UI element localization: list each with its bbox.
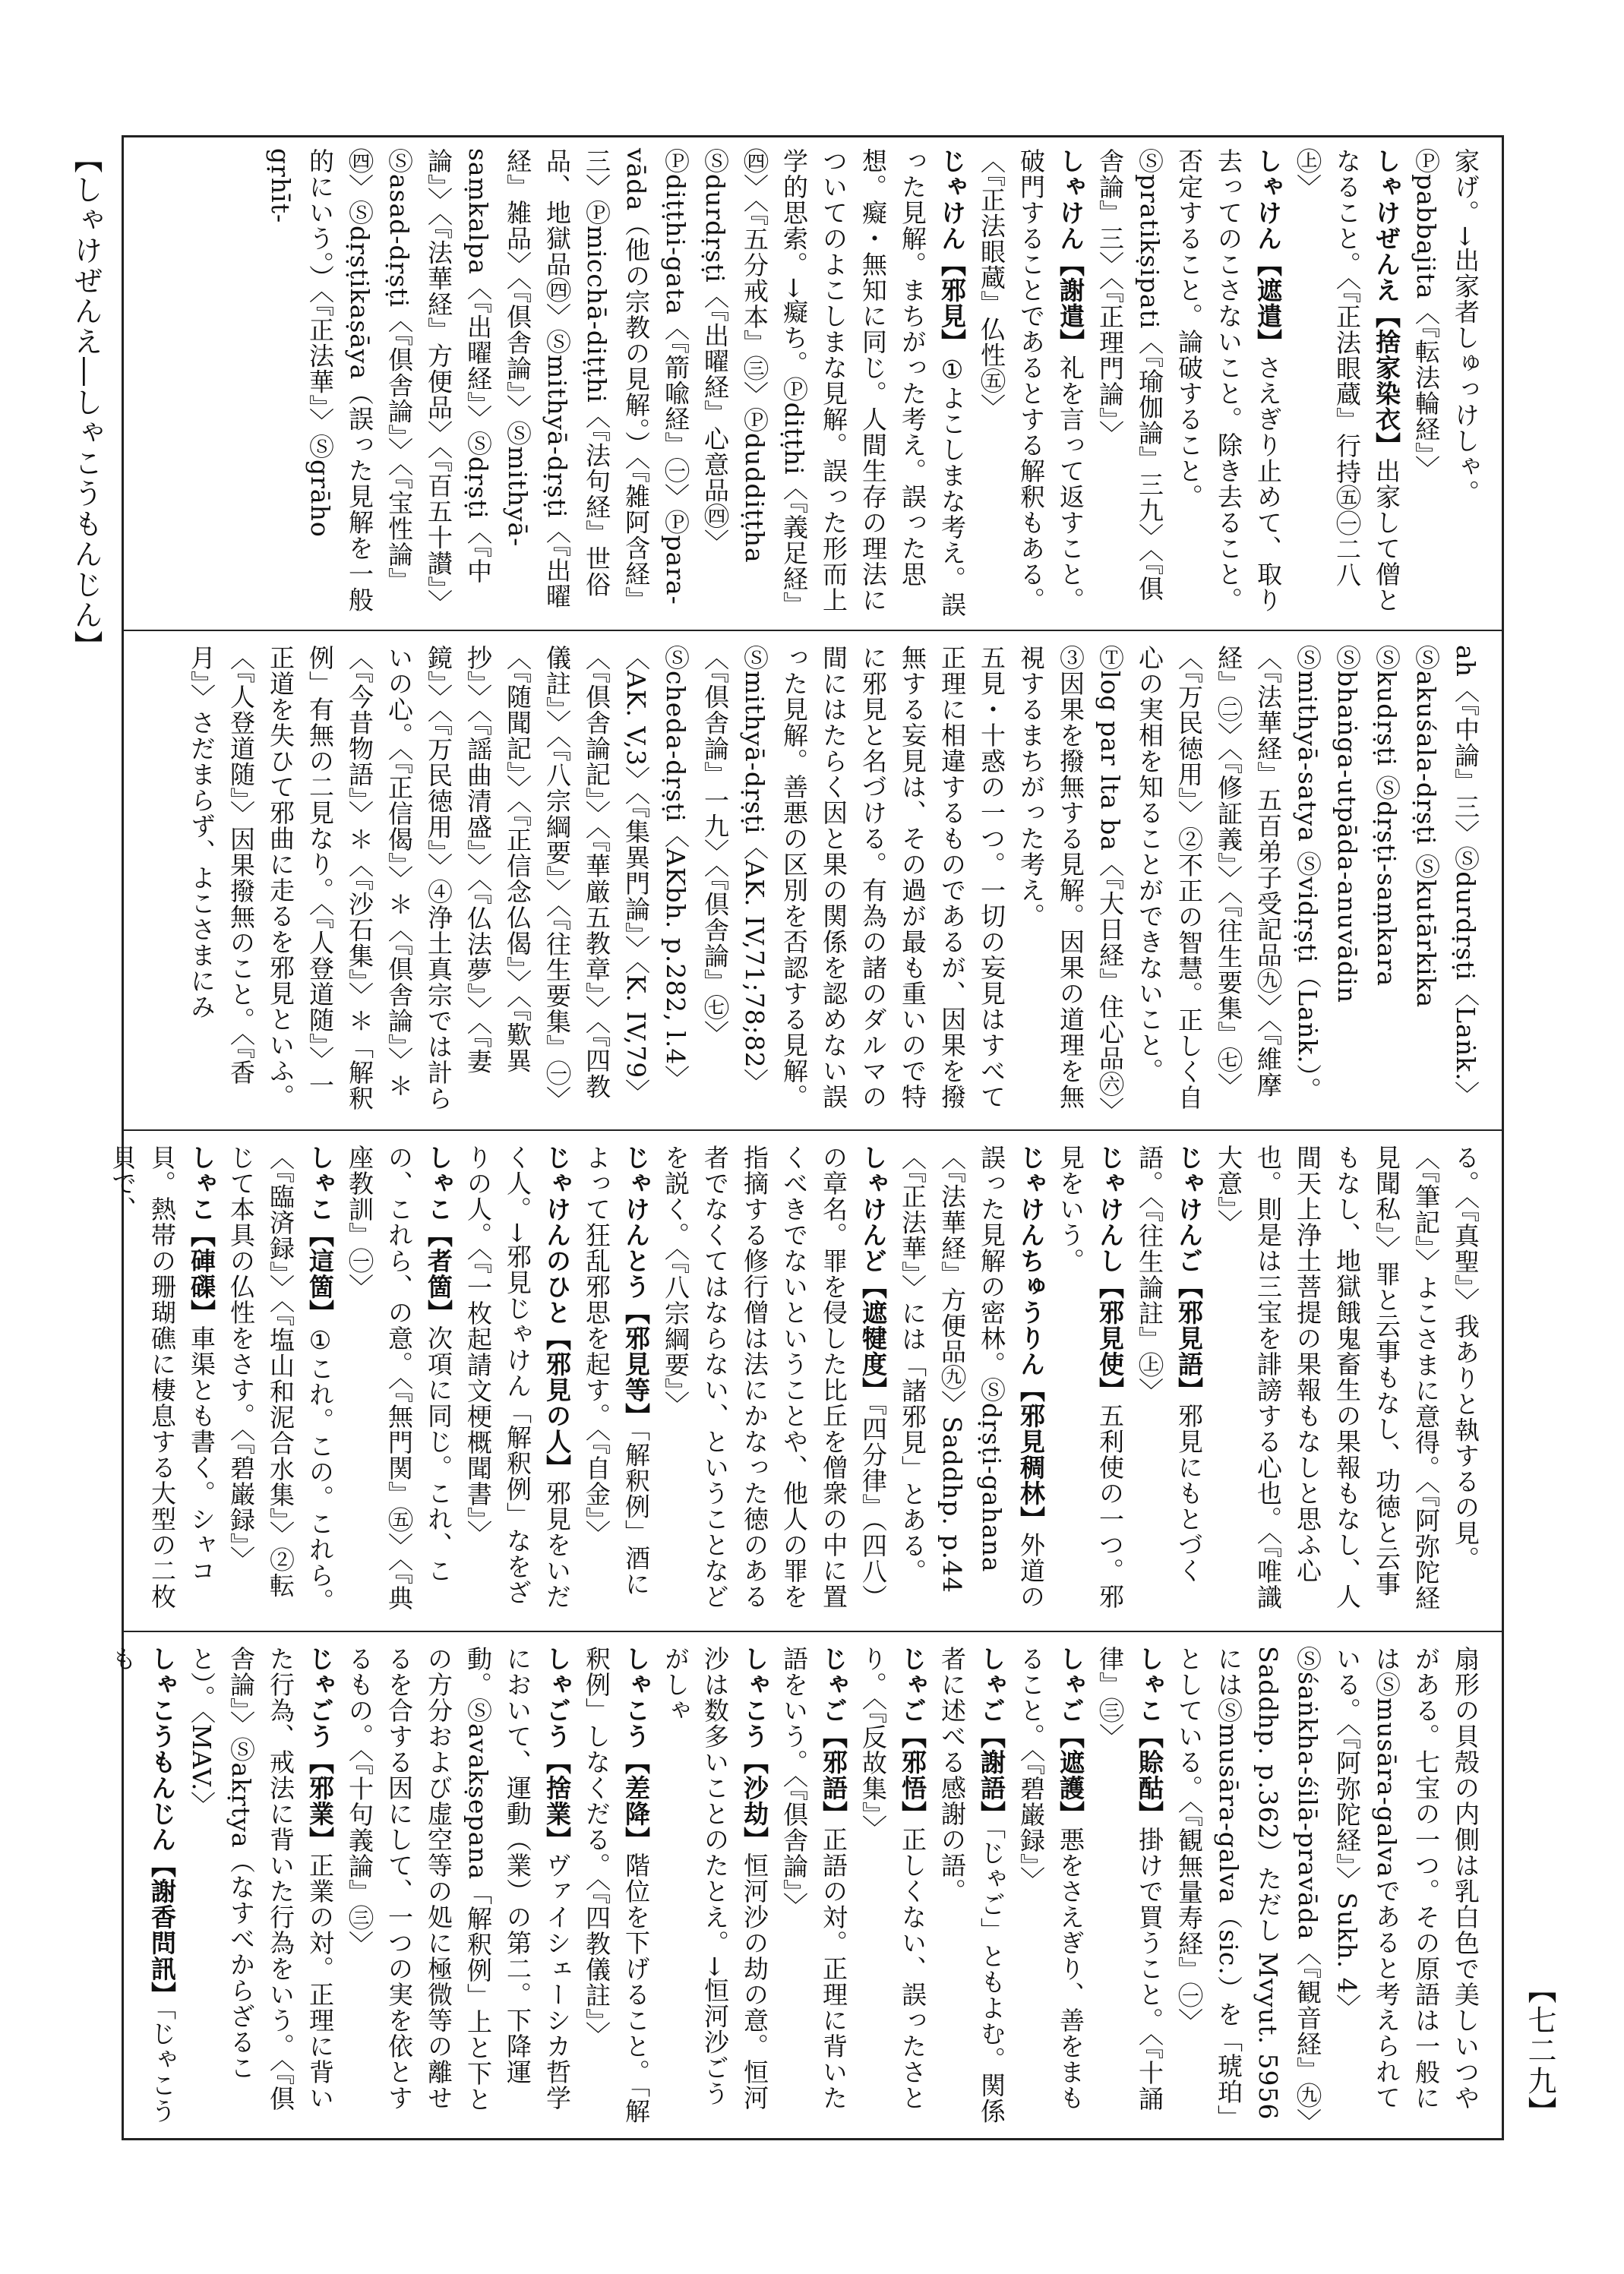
tier-4-text [108, 1646, 1485, 2132]
headword: しゃけん【遮遣】 [1253, 148, 1283, 355]
dictionary-entry: しゃけん【謝遣】礼を言って返すこと。破門することであるとする解釈もある。〈『正法眼蔵』仏性㊄〉 [977, 148, 1085, 613]
headword: じゃけんとう【邪見等】 [621, 1145, 651, 1429]
dictionary-entry: 家げ。→出家者しゅっけしゃ。Ⓟpabbajita〈『転法輪経』〉 [1411, 148, 1480, 506]
headword: じゃご【邪語】 [819, 1646, 848, 1827]
headword: しゃご【謝語】 [977, 1646, 1006, 1827]
headword: しゃけん【謝遣】 [1056, 148, 1085, 355]
tier-divider [124, 630, 1502, 631]
headword: しゃこう【沙劫】 [740, 1646, 769, 1852]
dictionary-entry: じゃけんし【邪見使】五利使の一つ。邪見をいう。 [1056, 1145, 1125, 1609]
dictionary-entry: しゃけん【遮遣】さえぎり止めて、取り去ってのこさないこと。除き去ること。否定すること。論破すること。Ⓢpratikṣipati〈『瑜伽論』三九〉〈『俱舎論』三〉〈『正理門論』〉 [1095, 148, 1283, 613]
headword: しゃこ【者箇】 [424, 1145, 453, 1325]
tier-1-text [141, 148, 1485, 621]
dictionary-entry: しゃごう【捨業】ヴァイシェーシカ哲学において、運動（業）の第二。下降運動。Ⓢavakṣepana「解釈例」上と下との方分および虚空等の処に極微等の離せるを合する因にして、一つの実を依とするもの。〈『十句義論』㊂〉 [345, 1646, 572, 2113]
page-number: 【七二九】 [1523, 1975, 1556, 2127]
tier-3-text [108, 1145, 1485, 1622]
headword: しゃご【遮護】 [1056, 1646, 1085, 1827]
headword: じゃごう【邪業】 [305, 1646, 335, 1852]
dictionary-entry: しゃけんど【遮犍度】『四分律』（四八）の章名。罪を侵した比丘を僧衆の中に置くべきでないということや、他人の罪を指摘する修行僧は法にかなった徳のある者でなくてはならない、ということなどを説く。〈『八宗綱要』〉 [661, 1145, 888, 1610]
dictionary-entry: しゃこ【硨磲】車渠とも書く。シャコ貝。熱帯の珊瑚礁に棲息する大型の二枚貝で、 [108, 1145, 216, 1609]
headword: じゃけんのひと【邪見の人】 [542, 1145, 572, 1480]
dictionary-entry: しゃけぜんえ【捨家染衣】出家して僧となること。〈『正法眼蔵』行持㊄㊀二八㊤〉 [1293, 148, 1401, 613]
dictionary-entry: じゃけん【邪見】①よこしまな考え。誤った見解。まちがった考え。誤った思想。癡・無知に同じ。人間生存の理法についてのよこしまな見解。誤った形而上学的思索。→癡ち。Ⓟdiṭṭhi〈『義足経』㊃〉〈『五分戒本』㊂〉Ⓟduddiṭṭha Ⓢdurdṛṣṭi〈『出曜経』心意品㊃〉Ⓟdiṭṭhi-gata〈『箭喩経』㊀〉Ⓟpara-vāda（他の宗教の見解。）〈『雑阿含経』三〉Ⓟmicchā-diṭṭhi〈『法句経』世俗品、地獄品㊃〉Ⓢmithyā-dṛṣṭi〈『出曜経』雑品〉〈『倶舎論』〉Ⓢmithyā-saṃkalpa〈『出曜経』〉Ⓢdṛṣṭi〈『中論』〉〈『法華経』方便品〉〈『百五十讃』〉Ⓢasad-dṛṣṭi〈『倶舎論』〉〈『宝性論』㊃〉Ⓢdṛṣṭikaṣāya（誤った見解を一般的にいう。）〈『正法華』〉Ⓢgrāho gṛhīt- [266, 148, 967, 618]
headword: しゃこ【賒酤】 [1135, 1646, 1164, 1827]
headword: じゃけんちゅうりん【邪見稠林】 [1016, 1145, 1046, 1532]
headword: しゃこ【硨磲】 [187, 1145, 216, 1325]
dictionary-entry: 扇形の貝殻の内側は乳白色で美しいつやがある。七宝の一つ。その原語は一般にはⓈmusāra-galvaであると考えられている。〈『阿弥陀経』〉Sukh. 4〉Ⓢśaṅkha-śilā-pravāda〈『観音経』㊈〉Saddhp. p.362）ただし Mvyut. 5956 にはⓈmusāra-galva（sic.）を「琥珀」としている。〈『観無量寿経』㊀〉 [1174, 1646, 1480, 2130]
dictionary-entry: じゃけんご【邪見語】邪見にもとづく語。〈『往生論註』㊤〉 [1135, 1145, 1204, 1584]
headword: しゃけぜんえ【捨家染衣】 [1372, 148, 1401, 458]
tier-2-text [141, 645, 1485, 1120]
dictionary-entry: しゃこう【沙劫】恒河沙の劫の意。恒河沙は数多いことのたとえ。→恒河沙ごうがしゃ [661, 1646, 769, 2111]
headword: しゃごう【捨業】 [542, 1646, 572, 1852]
dictionary-entry: じゃご【邪語】正語の対。正理に背いた語をいう。〈『倶舎論』〉 [779, 1646, 848, 2111]
headword: じゃご【邪悟】 [898, 1646, 927, 1827]
page-frame [108, 135, 1504, 2140]
running-head: 【しゃけぜんえ―しゃこうもんじん】 [69, 144, 103, 661]
dictionary-entry: しゃこ【者箇】次項に同じ。これ、この、これら、の意。〈『無門関』㊄〉〈『典座教訓』㊀〉 [345, 1145, 453, 1611]
dictionary-entry: しゃこ【這箇】①これ。この。これら。〈『臨済録』〉〈『塩山和泥合水集』〉②転じて本具の仏性をさす。〈『碧巌録』〉 [226, 1145, 335, 1614]
headword: しゃこう【差降】 [621, 1646, 651, 1852]
dictionary-entry: じゃご【邪悟】正しくない、誤ったさとり。〈『反故集』〉 [858, 1646, 927, 2111]
dictionary-entry: じゃけんとう【邪見等】「解釈例」酒によって狂乱邪思を起す。〈『自金』〉 [582, 1145, 651, 1597]
headword: しゃけんど【遮犍度】 [858, 1145, 888, 1403]
dictionary-entry: しゃご【遮護】悪をさえぎり、善をまもること。〈『碧巌録』〉 [1016, 1646, 1085, 2111]
dictionary-entry: じゃけんのひと【邪見の人】邪見をいだく人。→邪見じゃけん「解釈例」なをざりの人。〈『一枚起請文梗概聞書』〉 [463, 1145, 572, 1609]
headword: じゃけんし【邪見使】 [1095, 1145, 1125, 1403]
tier-divider [124, 1129, 1502, 1131]
dictionary-entry: しゃご【謝語】「じゃご」ともよむ。関係者に述べる感謝の語。 [937, 1646, 1006, 2124]
dictionary-entry: 五見・十惑の一つ。一切の妄見はすべて正理に相違するものであるが、因果を撥無する妄見は、その過が最も重いので特に邪見と名づける。有為の諸のダルマの間にはたらく因と果の関係を認めない誤った見解。善悪の区別を否認する見解。Ⓢmithyā-dṛṣṭi〈AK. IV,71;78;82〉〈『倶舎論』一九〉〈『倶舎論』㊆〉Ⓢcheda-dṛṣṭi〈AKbh. p.282, l.4〉〈AK. V,3〉〈『集異門論』〉〈K. IV,79〉〈『倶舎論記』〉〈『華厳五教章』〉〈『四教儀註』〉〈『八宗綱要』〉〈『往生要集』㊀〉〈『随聞記』〉〈『正信念仏偈』〉〈『歎異抄』〉〈『謡曲清盛』〉〈『仏法夢』〉〈『妻鏡』〉〈『万民徳用』〉④浄土真宗では計らいの心。〈『正信偈』〉＊〈『倶舎論』〉＊〈『今昔物語』〉＊〈『沙石集』〉＊「解釈例」有無の二見なり。〈『人登道随』〉一正道を失ひて邪曲に走るを邪見といふ。〈『人登道随』〉因果撥無のこと。〈『香月』〉さだまらず、よこさまにみ [187, 645, 1006, 1112]
dictionary-entry: しゃこう【差降】階位を下げること。「解釈例」しなくだる。〈『四教儀註』〉 [582, 1646, 651, 2124]
dictionary-entry: しゃこ【賒酤】掛けで買うこと。〈『十誦律』㊂〉 [1095, 1646, 1164, 2111]
dictionary-entry: じゃけんちゅうりん【邪見稠林】外道の誤った見解の密林。Ⓢdṛṣṭi-gahana〈『法華経』方便品㊈〉Saddhp. p.44〈『正法華』〉には「諸邪見」とある。 [898, 1145, 1046, 1609]
dictionary-entry: る。〈『真聖』〉我ありと執するの見。〈『筆記』〉よこさまに意得。〈『阿弥陀経見聞私』〉罪と云事もなし、功徳と云事もなし、地獄餓鬼畜生の果報もなし、人間天上浄土菩提の果報もなしと思ふ心也。則是は三宝を誹謗する心也。〈『唯識大意』〉 [1214, 1145, 1480, 1611]
headword: じゃけんご【邪見語】 [1174, 1145, 1204, 1403]
headword: しゃこ【這箇】 [305, 1145, 335, 1325]
headword: しゃこうもんじん【謝香問訊】 [147, 1646, 177, 2007]
dictionary-entry: しゃこうもんじん【謝香問訊】「じゃこうも [108, 1646, 177, 2124]
dictionary-entry: ah〈『中論』三〉Ⓢdurdṛṣṭi〈Laṅk.〉Ⓢakuśala-dṛṣṭi Ⓢkutārkika Ⓢkudṛṣṭi Ⓢdṛṣṭi-saṃkara Ⓢbhaṅga-utpāda-anuvādin Ⓢmithyā-satya Ⓢvidṛṣṭi（Laṅk.）。〈『法華経』五百弟子受記品㊈〉〈『維摩経』㊁〉〈『修証義』〉〈『往生要集』㊆〉〈『万民徳用』〉②不正の智慧。正しく自心の実相を知ることができないこと。Ⓣlog par lta ba〈『大日経』住心品㊅〉③因果を撥無する見解。因果の道理を無視するまちがった考え。 [1016, 645, 1480, 1110]
headword: じゃけん【邪見】 [937, 148, 967, 355]
dictionary-entry: じゃごう【邪業】正業の対。正理に背いた行為、戒法に背いた行為をいう。〈『倶舎論』〉Ⓢakṛtya（なすべからざること）。〈MAV.〉 [187, 1646, 335, 2111]
tier-divider [124, 1631, 1502, 1632]
